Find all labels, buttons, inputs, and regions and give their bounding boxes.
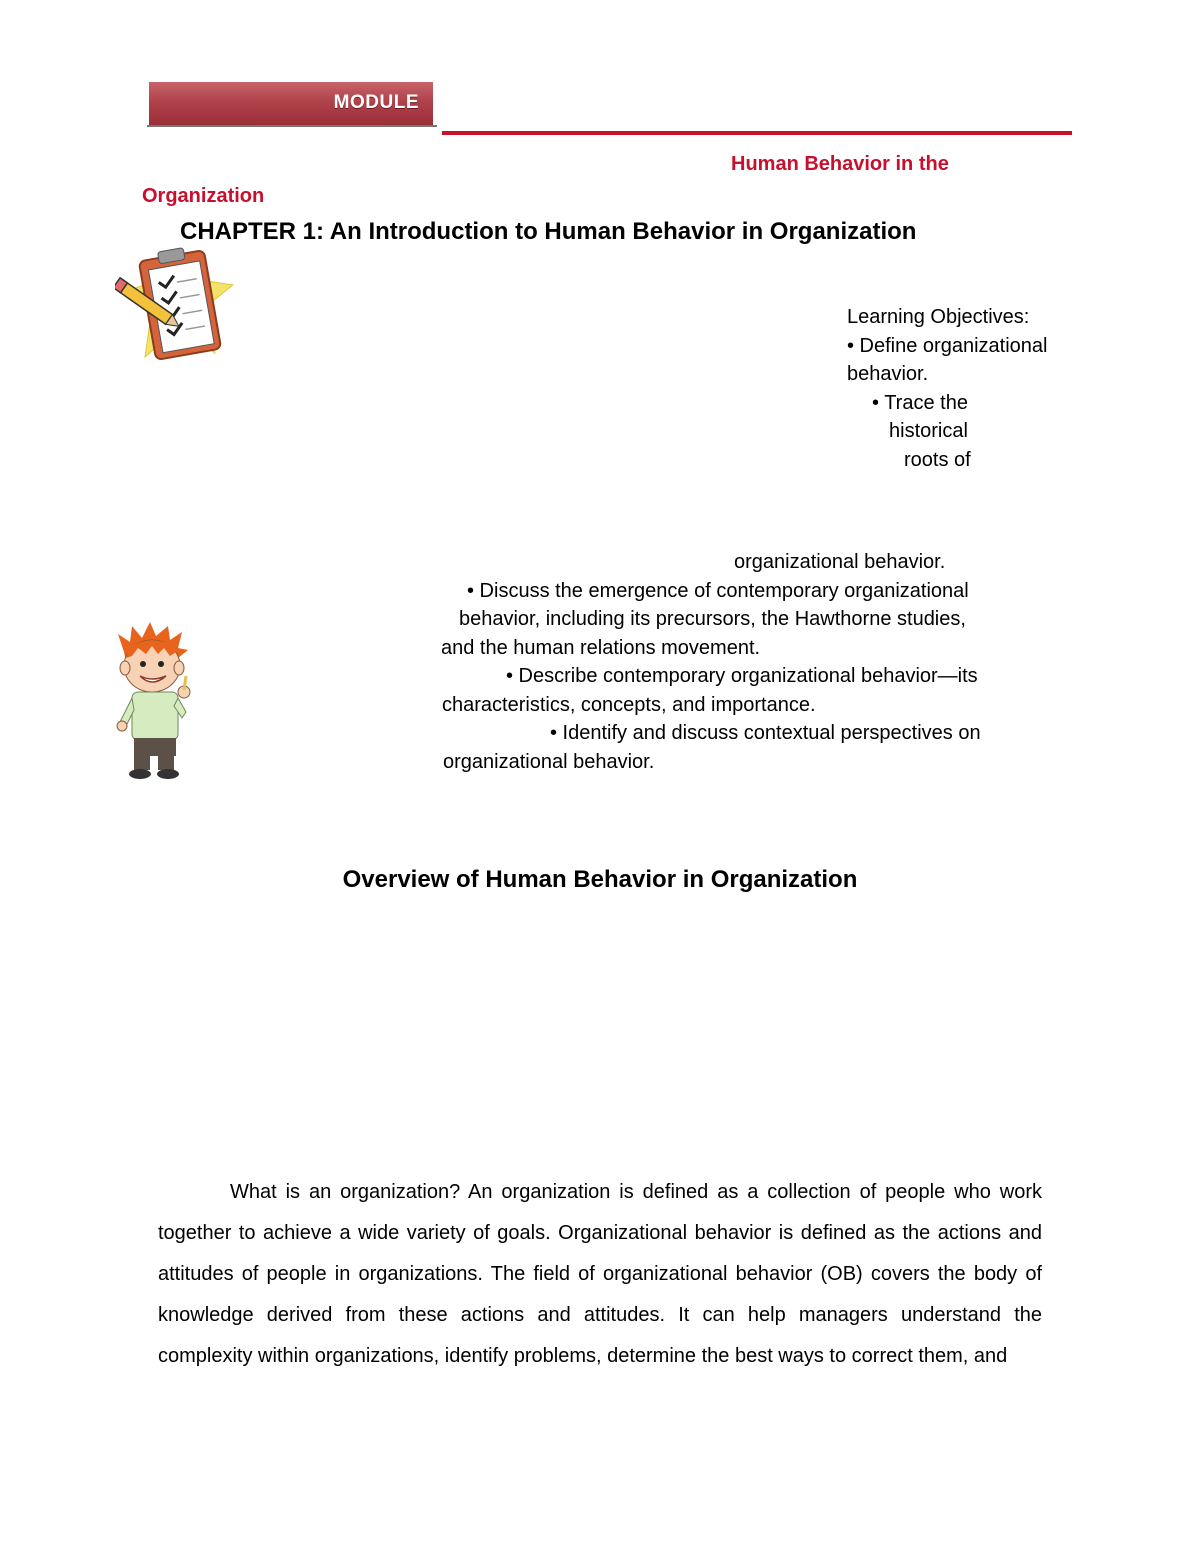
boy-student-illustration [112,622,202,780]
objective-line: historical [889,420,968,442]
clipboard-checklist-icon [115,235,240,365]
objective-line: characteristics, concepts, and importance. [442,694,816,716]
objective-line: roots of [904,449,971,471]
module-label: MODULE [333,92,419,113]
overview-paragraph-text: What is an organization? An organization is defined as a collection of people who work together to achieve a wide variety of goals. Organizational behavior is defined as the actions and attitudes of people in organizations. The field of organizational behavior (OB) covers the body of knowledge derived from these actions and attitudes. It can help managers understand the complexity within organizations, identify problems, determine the best ways to correct them, and [158,1181,1042,1367]
course-title-line1: Human Behavior in the [731,153,949,175]
objective-line: organizational behavior. [443,751,655,773]
objective-line: and the human relations movement. [441,637,761,659]
header-rule [442,131,1072,135]
objectives-heading: Learning Objectives: [847,306,1030,328]
course-title-line2: Organization [142,185,265,207]
objective-line: organizational behavior. [734,551,946,573]
objective-line: • Trace the [872,392,968,414]
overview-paragraph [158,1172,1042,1377]
objective-line: • Discuss the emergence of contemporary organizational [467,580,969,602]
chapter-title: CHAPTER 1: An Introduction to Human Behavior in Organization [180,218,917,245]
objective-line: behavior, including its precursors, the Hawthorne studies, [459,608,966,630]
banner-underline [147,125,437,127]
module-banner [149,82,433,125]
overview-heading: Overview of Human Behavior in Organization [342,866,858,893]
objective-line: • Define organizational [847,335,1048,357]
objective-line: • Describe contemporary organizational behavior—its [506,665,978,687]
objective-line: • Identify and discuss contextual perspectives on [550,722,981,744]
objective-line: behavior. [847,363,929,385]
